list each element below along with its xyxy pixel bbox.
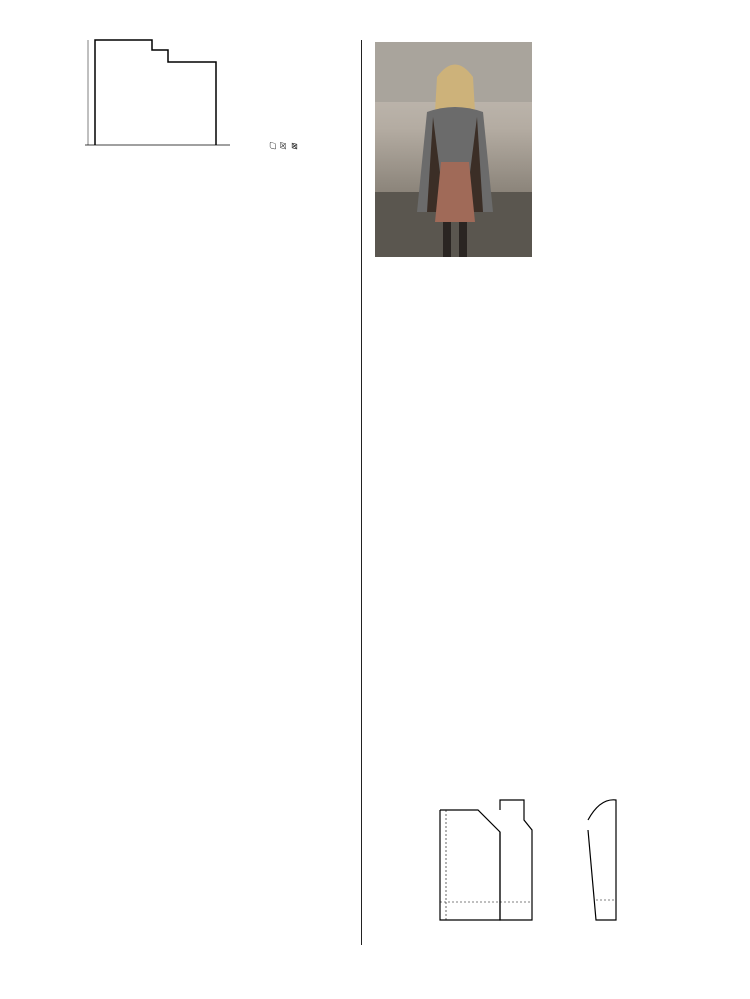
model-photo [375,42,532,257]
legend-item-brown: ⊠ [290,143,299,150]
legend-item-dark: ☒ [279,142,288,150]
bottom-schematic [400,790,730,940]
legend-item-light: ▢ [268,142,277,150]
top-schematic [40,20,340,155]
chart-grid [60,174,290,924]
knitting-chart [60,174,290,924]
column-divider [361,40,362,945]
